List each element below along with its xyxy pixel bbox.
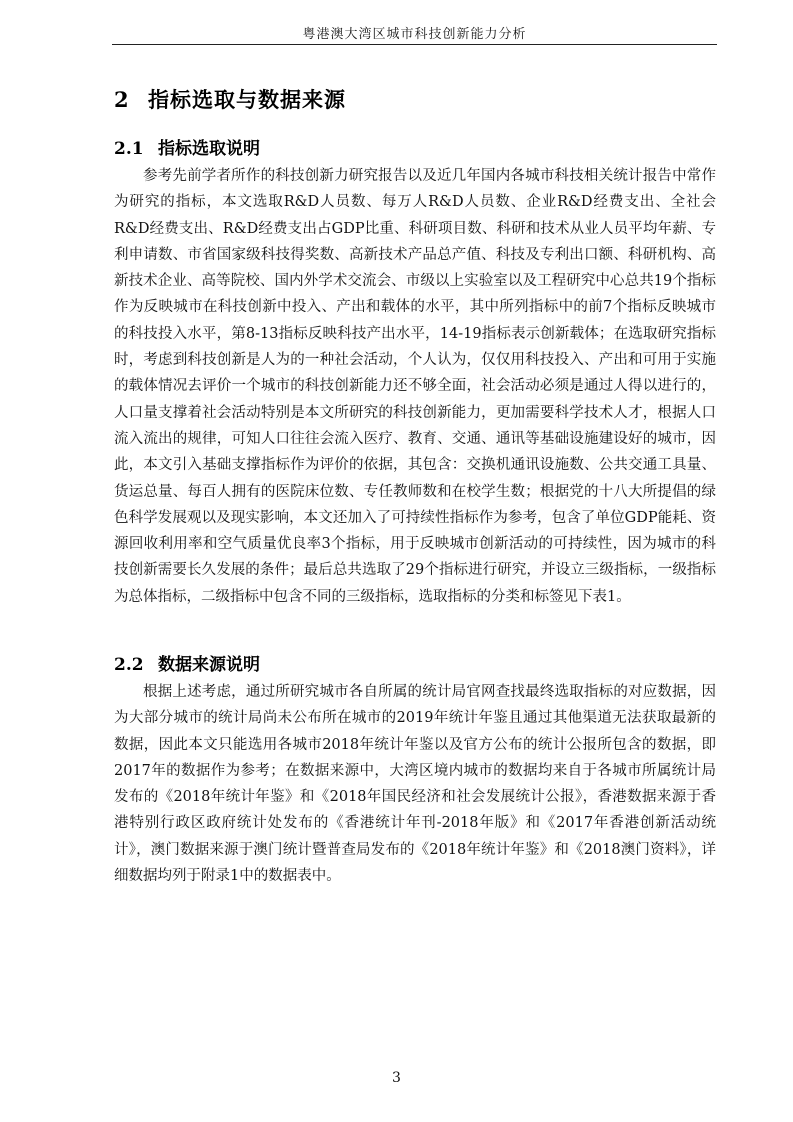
paragraph-data-sources: 根据上述考虑，通过所研究城市各自所属的统计局官网查找最终选取指标的对应数据，因为大部分城市的统计局尚未公布所在城市的2019年统计年鉴且通过其他渠道无法获取最新的数据，因此本文只能选用各城市2018年统计年鉴以及官方公布的统计公报所包含的数据，即2017年的数据作为参考；在数据来源中，大湾区境内城市的数据均来自于各城市所属统计局发布的《2018年统计年鉴》和《2018年国民经济和社会发展统计公报》，香港数据来源于香港特别行政区政府统计处发布的《香港统计年刊-2018年版》和《2017年香港创新活动统计》，澳门数据来源于澳门统计暨普查局发布的《2018年统计年鉴》和《2018澳门资料》，详细数据均列于附录1中的数据表中。	[114, 684, 716, 885]
section-title-2-1	[114, 134, 260, 159]
paragraph-indicator-selection: 参考先前学者所作的科技创新力研究报告以及近几年国内各城市科技相关统计报告中常作为研究的指标，本文选取R&D人员数、每万人R&D人员数、企业R&D经费支出、全社会R&D经费支出、R&D经费支出占GDP比重、科研项目数、科研和技术从业人员平均年薪、专利申请数、市省国家级科技得奖数、高新技术产品总产值、科技及专利出口额、科研机构、高新技术企业、高等院校、国内外学术交流会、市级以上实验室以及工程研究中心总共19个指标作为反映城市在科技创新中投入、产出和载体的水平，其中所列指标中的前7个指标反映城市的科技投入水平，第8-13指标反映科技产出水平，14-19指标表示创新载体；在选取研究指标时，考虑到科技创新是人为的一种社会活动，个人认为，仅仅用科技投入、产出和可用于实施的载体情况去评价一个城市的科技创新能力还不够全面，社会活动必须是通过人得以进行的，人口量支撑着社会活动特别是本文所研究的科技创新能力，更加需要科学技术人才，根据人口流入流出的规律，可知人口往往会流入医疗、教育、交通、通讯等基础设施建设好的城市，因此，本文引入基础支撑指标作为评价的依据，其包含：交换机通讯设施数、公共交通工具量、货运总量、每百人拥有的医院床位数、专任教师数和在校学生数；根据党的十八大所提倡的绿色科学发展观以及现实影响，本文还加入了可持续性指标作为参考，包含了单位GDP能耗、资源回收利用率和空气质量优良率3个指标，用于反映城市创新活动的可持续性，因为城市的科技创新需要长久发展的条件；最后总共选取了29个指标进行研究，并设立三级指标，一级指标为总体指标，二级指标中包含不同的三级指标，选取指标的分类和标签见下表1。	[114, 168, 716, 605]
section-number: 2.2	[114, 655, 144, 675]
chapter-title	[114, 84, 346, 114]
section-title-2-2	[114, 650, 260, 675]
section-title-text: 指标选取说明	[158, 139, 260, 159]
header-rule	[112, 44, 717, 45]
page-number: 3	[392, 1070, 401, 1086]
chapter-number: 2	[114, 87, 130, 112]
section-number: 2.1	[114, 139, 144, 159]
chapter-title-text: 指标选取与数据来源	[148, 87, 346, 112]
section-title-text: 数据来源说明	[158, 655, 260, 675]
running-header: 粤港澳大湾区城市科技创新能力分析	[302, 27, 527, 42]
